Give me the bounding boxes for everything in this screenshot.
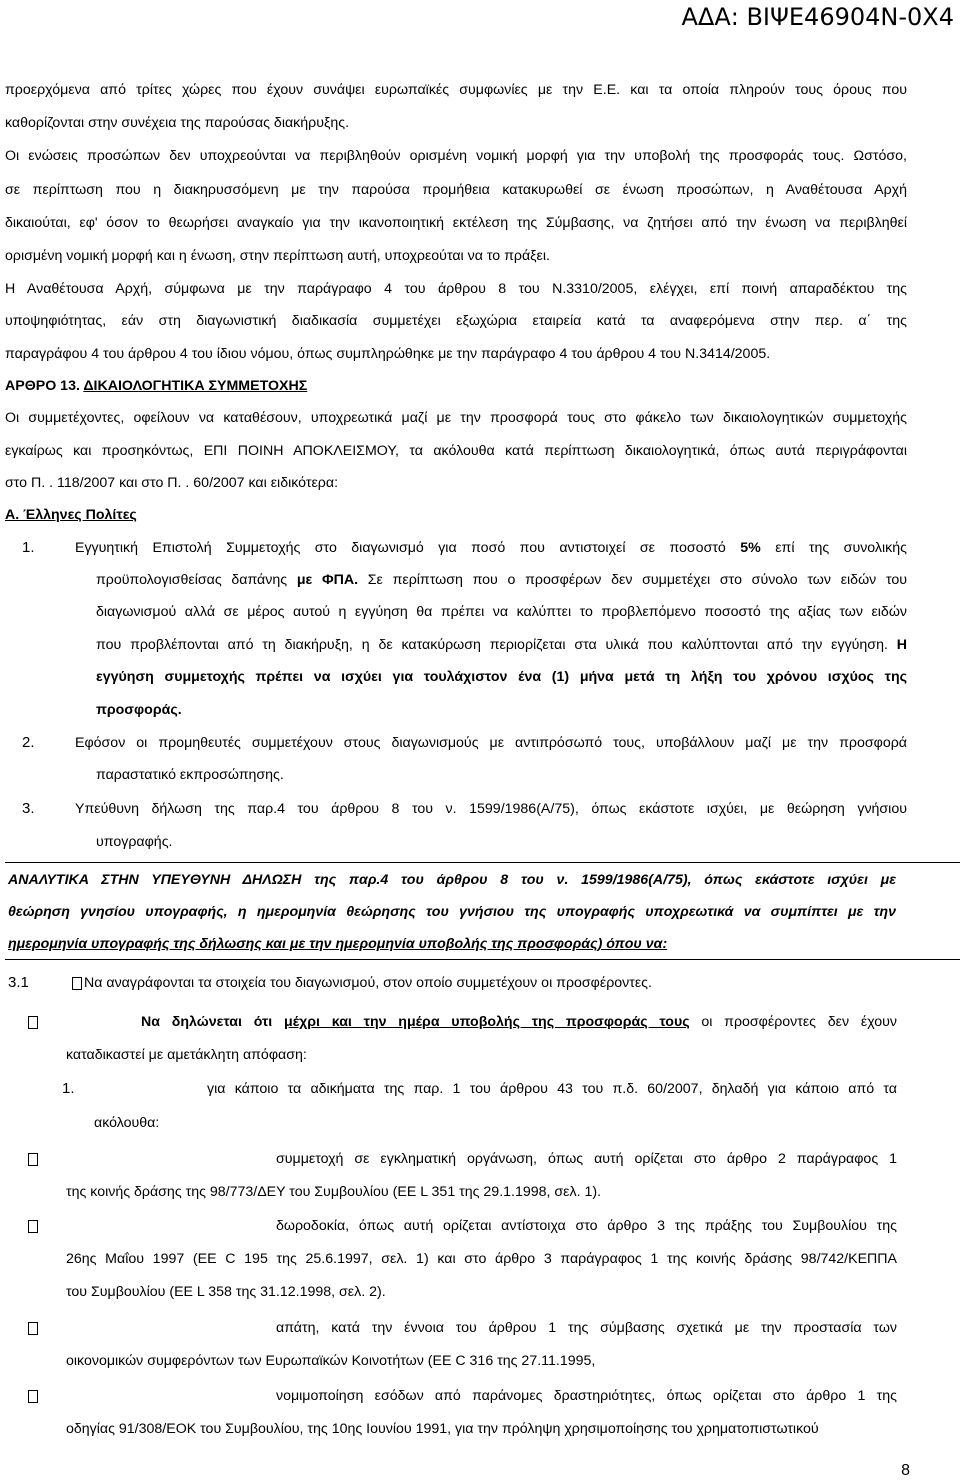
boxed-line-2: θεώρηση γνησίου υπογραφής, η ημερομηνία θεώρησης του γνήσιου της υπογραφής υποχρεωτικά να συμπίπτει με την bbox=[8, 904, 896, 920]
decl-3-1-text: Να αναγράφονται τα στοιχεία του διαγωνισμού, στον οποίο συμμετέχουν οι προσφέροντες. bbox=[84, 975, 652, 991]
article-para-2: εγκαίρως και προσηκόντως, ΕΠΙ ΠΟΙΝΗ ΑΠΟΚΛΕΙΣΜΟΥ, τα ακόλουθα κατά περίπτωση δικαιολογητικά, όπως αυτά περιγράφονται bbox=[5, 443, 907, 459]
missing-glyph-icon bbox=[28, 1220, 38, 1233]
item-1-text-end: επί της συνολικής bbox=[775, 540, 907, 556]
item-2-line-1: Εφόσον οι προμηθευτές συμμετέχουν στους διαγωνισμούς με αντιπρόσωπό τους, υποβάλλουν μαζί με την προσφορά bbox=[75, 735, 907, 751]
item-1-line-4 bbox=[96, 635, 907, 655]
item-1-number: 1. bbox=[22, 539, 35, 556]
item-1-line-6: προσφοράς. bbox=[96, 702, 182, 718]
missing-glyph-icon bbox=[28, 1016, 38, 1029]
item-1-budget: προϋπολογισθείσας δαπάνης bbox=[96, 572, 288, 588]
intro-line-4: σε περίπτωση που η διακηρυσσόμενη με την παρούσα προμήθεια κατακυρωθεί σε ένωση προσώπων, η Αναθέτουσα Αρχή bbox=[5, 182, 907, 198]
item-3-number: 3. bbox=[22, 800, 35, 817]
item-1-text: Εγγυητική Επιστολή Συμμετοχής στο διαγωνισμό για ποσό που αντιστοιχεί σε ποσοστό bbox=[75, 540, 726, 556]
item-3-line-1: Υπεύθυνη δήλωση της παρ.4 του άρθρου 8 του ν. 1599/1986(Α/75), όπως εκάστοτε ισχύει, με θεώρηση γνήσιου bbox=[75, 801, 907, 817]
sub-b-line-2: 26ης Μαΐου 1997 (ΕΕ C 195 της 25.6.1997, σελ. 1) και στο άρθρο 3 παράγραφος 1 της κοινής δράσης 98/742/ΚΕΠΠΑ bbox=[66, 1251, 897, 1267]
decl-3-1-number: 3.1 bbox=[8, 974, 29, 991]
intro-line-3: Οι ενώσεις προσώπων δεν υποχρεούνται να περιβληθούν ορισμένη νομική μορφή για την υποβολή της προσφοράς τους. Ωστόσο, bbox=[5, 148, 907, 164]
missing-glyph-icon bbox=[28, 1322, 38, 1335]
sub-d-line-2: οδηγίας 91/308/ΕΟΚ του Συμβουλίου, της 10ης Ιουνίου 1991, για την πρόληψη χρησιμοποίησης του χρηματοπιστωτικού bbox=[66, 1421, 819, 1437]
intro-line-5: δικαιούται, εφ' όσον το θεωρήσει αναγκαίο για την ικανοποιητική εκτέλεση της Σύμβασης, να ζητήσει από την ένωση να περιβληθεί bbox=[5, 215, 907, 231]
subheading-greek-citizens: Α. Έλληνες Πολίτες bbox=[5, 507, 137, 523]
sub-d-line-1: νομιμοποίηση εσόδων από παράνομες δραστηριότητες, όπως ορίζεται στο άρθρο 1 της bbox=[276, 1388, 897, 1404]
intro-line-6: ορισμένη νομική μορφή και η ένωση, στην περίπτωση αυτή, υποχρεούται να το πράξει. bbox=[5, 248, 550, 264]
item-3-line-2: υπογραφής. bbox=[96, 834, 173, 850]
page-number: 8 bbox=[901, 1462, 910, 1479]
boxed-line-3: ημερομηνία υπογραφής της δήλωσης και με την ημερομηνία υποβολής της προσφοράς) όπου να: bbox=[8, 936, 668, 952]
intro-line-2: καθορίζονται στην συνέχεια της παρούσας διακήρυξης. bbox=[5, 115, 350, 131]
article-heading-prefix: ΑΡΘΡΟ 13. bbox=[5, 378, 80, 394]
decl-num-1: 1. bbox=[62, 1080, 75, 1097]
decl-num-1-line-2: ακόλουθα: bbox=[94, 1115, 160, 1131]
intro-line-1: προερχόμενα από τρίτες χώρες που έχουν συνάψει ευρωπαϊκές συμφωνίες με την Ε.Ε. και τα οποία πληρούν τους όρους που bbox=[5, 82, 907, 98]
decl-bullet-line-2: καταδικαστεί με αμετάκλητη απόφαση: bbox=[66, 1047, 307, 1063]
item-2-line-2: παραστατικό εκπροσώπησης. bbox=[96, 767, 284, 783]
item-1-line-3: διαγωνισμού αλλά σε μέρος αυτού η εγγύηση θα πρέπει να καλύπτει το προβλεπόμενο ποσοστό της αξίας των ειδών bbox=[96, 604, 907, 620]
missing-glyph-icon bbox=[28, 1390, 38, 1403]
article-heading bbox=[5, 376, 307, 396]
missing-glyph-icon bbox=[28, 1153, 38, 1166]
sub-a-line-2: της κοινής δράσης της 98/773/ΔΕΥ του Συμβουλίου (ΕΕ L 351 της 29.1.1998, σελ. 1). bbox=[66, 1184, 602, 1200]
sub-c-line-2: οικονομικών συμφερόντων των Ευρωπαϊκών Κοινοτήτων (ΕΕ C 316 της 27.11.1995, bbox=[66, 1353, 596, 1369]
item-1-case: Σε περίπτωση που ο προσφέρων δεν συμμετέχει στο σύνολο των ειδών του bbox=[367, 572, 908, 588]
decl-declare: Να δηλώνεται ότι bbox=[141, 1014, 273, 1030]
article-para-1: Οι συμμετέχοντες, οφείλουν να καταθέσουν, υποχρεωτικά μαζί με την προσφορά τους στο φάκελο των δικαιολογητικών συμμετοχής bbox=[5, 410, 907, 426]
decl-num-1-line-1: για κάποιο τα αδικήματα της παρ. 1 του άρθρου 43 του π.δ. 60/2007, δηλαδή για κάποιο από τα bbox=[207, 1081, 897, 1097]
intro-line-8: υποψηφιότητας, εάν στη διαγωνιστική διαδικασία συμμετέχει εξωχώρια εταιρεία κατά τα αναφερόμενα στην περ. α΄ της bbox=[5, 313, 907, 329]
ada-header: ΑΔΑ: ΒΙΨΕ46904Ν-0Χ4 bbox=[681, 3, 954, 31]
item-1-h: Η bbox=[896, 637, 907, 653]
sub-b-line-3: του Συμβουλίου (ΕΕ L 358 της 31.12.1998, σελ. 2). bbox=[66, 1284, 386, 1300]
item-1-vat: με ΦΠΑ. bbox=[296, 572, 359, 588]
item-2-number: 2. bbox=[22, 734, 35, 751]
boxed-line-1: ΑΝΑΛΥΤΙΚΑ ΣΤΗΝ ΥΠΕΥΘΥΝΗ ΔΗΛΩΣΗ της παρ.4 του άρθρου 8 του ν. 1599/1986(Α/75), όπως εκάστοτε ισχύει με bbox=[8, 872, 896, 888]
item-1-percent: 5% bbox=[740, 540, 761, 556]
sub-b-line-1: δωροδοκία, όπως αυτή ορίζεται αντίστοιχα στο άρθρο 3 της πράξης του Συμβουλίου της bbox=[276, 1218, 897, 1234]
sub-a-line-1: συμμετοχή σε εγκληματική οργάνωση, όπως αυτή ορίζεται στο άρθρο 2 παράγραφος 1 bbox=[276, 1151, 897, 1167]
decl-bullet-line-1 bbox=[141, 1012, 897, 1032]
item-1-award: που προβλέπονται από τη διακήρυξη, η δε κατακύρωση περιορίζεται στα υλικά που καλύπτονται από την εγγύηση. bbox=[96, 637, 888, 653]
intro-line-9: παραγράφου 4 του άρθρου 4 του ίδιου νόμου, όπως συμπληρώθηκε με την παράγραφο 4 του άρθρου 4 του Ν.3414/2005. bbox=[5, 346, 771, 362]
item-1-line-2 bbox=[96, 570, 907, 590]
article-para-3: στο Π. . 118/2007 και στο Π. . 60/2007 και ειδικότερα: bbox=[5, 475, 339, 491]
article-heading-title: ΔΙΚΑΙΟΛΟΓΗΤΙΚΑ ΣΥΜΜΕΤΟΧΗΣ bbox=[83, 378, 308, 394]
item-1-line-5: εγγύηση συμμετοχής πρέπει να ισχύει για τουλάχιστον ένα (1) μήνα μετά τη λήξη του χρόνου ισχύος της bbox=[96, 669, 907, 685]
item-1-line-1 bbox=[75, 538, 907, 558]
decl-until-submission: μέχρι και την ημέρα υποβολής της προσφοράς τους bbox=[284, 1014, 690, 1030]
decl-bidders: οι προσφέροντες δεν έχουν bbox=[701, 1014, 898, 1030]
intro-line-7: Η Αναθέτουσα Αρχή, σύμφωνα με την παράγραφο 4 του άρθρου 8 του Ν.3310/2005, ελέγχει, επί ποινή απαραδέκτου της bbox=[5, 281, 907, 297]
sub-c-line-1: απάτη, κατά την έννοια του άρθρου 1 της σύμβασης σχετικά με την προστασία των bbox=[276, 1320, 897, 1336]
missing-glyph-icon bbox=[72, 977, 82, 990]
